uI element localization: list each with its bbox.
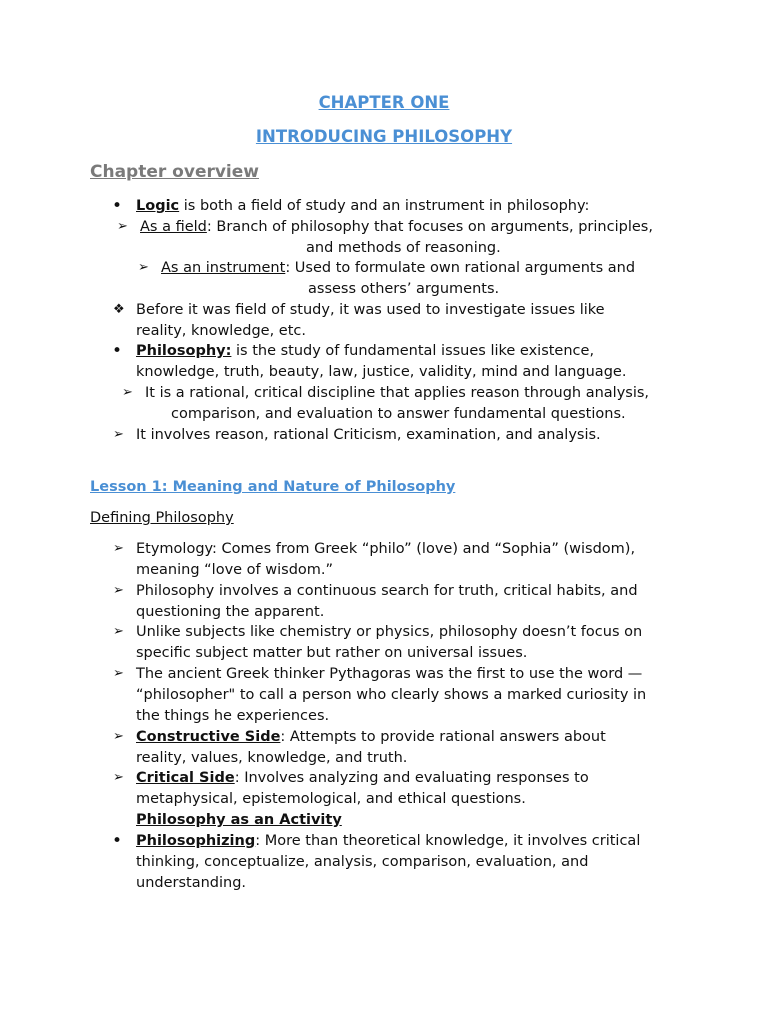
arrow-marker: ➢ bbox=[113, 427, 124, 442]
critical-side-item bbox=[136, 768, 589, 788]
universal-issues-item: Unlike subjects like chemistry or physics, philosophy doesn’t focus on bbox=[136, 624, 643, 640]
pythagoras-item-continued: “philosopher" to call a person who clearly shows a marked curiosity in bbox=[136, 687, 647, 703]
chapter-title: INTRODUCING PHILOSOPHY bbox=[255, 127, 513, 146]
bullet-marker: • bbox=[112, 341, 123, 361]
instrument-text: : Used to formulate own rational arguments and bbox=[285, 260, 636, 276]
logic-term: Logic bbox=[136, 198, 180, 214]
discipline-item-continued: comparison, and evaluation to answer fundamental questions. bbox=[171, 406, 626, 422]
arrow-marker: ➢ bbox=[122, 385, 133, 400]
philosophizing-term: Philosophizing bbox=[136, 833, 256, 849]
arrow-marker: ➢ bbox=[113, 541, 124, 556]
history-item: Before it was field of study, it was used to investigate issues like bbox=[136, 302, 605, 318]
philosophy-text: is the study of fundamental issues like existence, bbox=[231, 343, 595, 359]
philosophy-item bbox=[136, 341, 594, 361]
critical-term: Critical Side bbox=[136, 770, 235, 786]
critical-side-item-continued: metaphysical, epistemological, and ethical questions. bbox=[136, 791, 526, 807]
instrument-item-continued: assess others’ arguments. bbox=[308, 281, 500, 297]
arrow-marker: ➢ bbox=[113, 583, 124, 598]
logic-item bbox=[136, 196, 589, 216]
search-item-continued: questioning the apparent. bbox=[136, 604, 325, 620]
constructive-text: : Attempts to provide rational answers about bbox=[280, 729, 606, 745]
arrow-marker: ➢ bbox=[113, 729, 124, 744]
diamond-marker: ❖ bbox=[113, 302, 125, 317]
critical-text: : Involves analyzing and evaluating responses to bbox=[234, 770, 589, 786]
field-term: As a field bbox=[140, 219, 207, 235]
instrument-term: As an instrument bbox=[161, 260, 286, 276]
constructive-term: Constructive Side bbox=[136, 729, 281, 745]
involves-item: It involves reason, rational Criticism, examination, and analysis. bbox=[136, 427, 601, 443]
history-item-continued: reality, knowledge, etc. bbox=[136, 323, 306, 339]
activity-heading: Philosophy as an Activity bbox=[136, 812, 342, 828]
pythagoras-item-continued: the things he experiences. bbox=[136, 708, 330, 724]
discipline-item: It is a rational, critical discipline that applies reason through analysis, bbox=[145, 385, 650, 401]
search-item: Philosophy involves a continuous search for truth, critical habits, and bbox=[136, 583, 638, 599]
philosophizing-item-continued: understanding. bbox=[136, 875, 247, 891]
chapter-overview-heading: Chapter overview bbox=[90, 162, 259, 182]
universal-issues-item-continued: specific subject matter but rather on universal issues. bbox=[136, 645, 528, 661]
arrow-marker: ➢ bbox=[138, 260, 149, 275]
lesson-heading: Lesson 1: Meaning and Nature of Philosophy bbox=[90, 479, 456, 495]
chapter-number: CHAPTER ONE bbox=[318, 93, 450, 112]
field-text: : Branch of philosophy that focuses on arguments, principles, bbox=[206, 219, 653, 235]
bullet-marker: • bbox=[112, 196, 123, 216]
arrow-marker: ➢ bbox=[113, 666, 124, 681]
instrument-item bbox=[161, 258, 635, 278]
etymology-item-continued: meaning “love of wisdom.” bbox=[136, 562, 334, 578]
arrow-marker: ➢ bbox=[113, 624, 124, 639]
philosophizing-text: : More than theoretical knowledge, it involves critical bbox=[255, 833, 641, 849]
pythagoras-item: The ancient Greek thinker Pythagoras was the first to use the word — bbox=[136, 666, 643, 682]
field-item-continued: and methods of reasoning. bbox=[306, 240, 501, 256]
philosophizing-item bbox=[136, 831, 640, 851]
bullet-marker: • bbox=[112, 831, 123, 851]
etymology-item: Etymology: Comes from Greek “philo” (love) and “Sophia” (wisdom), bbox=[136, 541, 636, 557]
arrow-marker: ➢ bbox=[113, 770, 124, 785]
philosophy-term: Philosophy: bbox=[136, 343, 232, 359]
constructive-side-item-continued: reality, values, knowledge, and truth. bbox=[136, 750, 408, 766]
constructive-side-item bbox=[136, 727, 606, 747]
philosophy-item-continued: knowledge, truth, beauty, law, justice, validity, mind and language. bbox=[136, 364, 627, 380]
logic-text: is both a field of study and an instrument in philosophy: bbox=[179, 198, 590, 214]
field-item bbox=[140, 217, 653, 237]
defining-philosophy-subheading: Defining Philosophy bbox=[90, 510, 234, 526]
arrow-marker: ➢ bbox=[117, 219, 128, 234]
philosophizing-item-continued: thinking, conceptualize, analysis, comparison, evaluation, and bbox=[136, 854, 589, 870]
